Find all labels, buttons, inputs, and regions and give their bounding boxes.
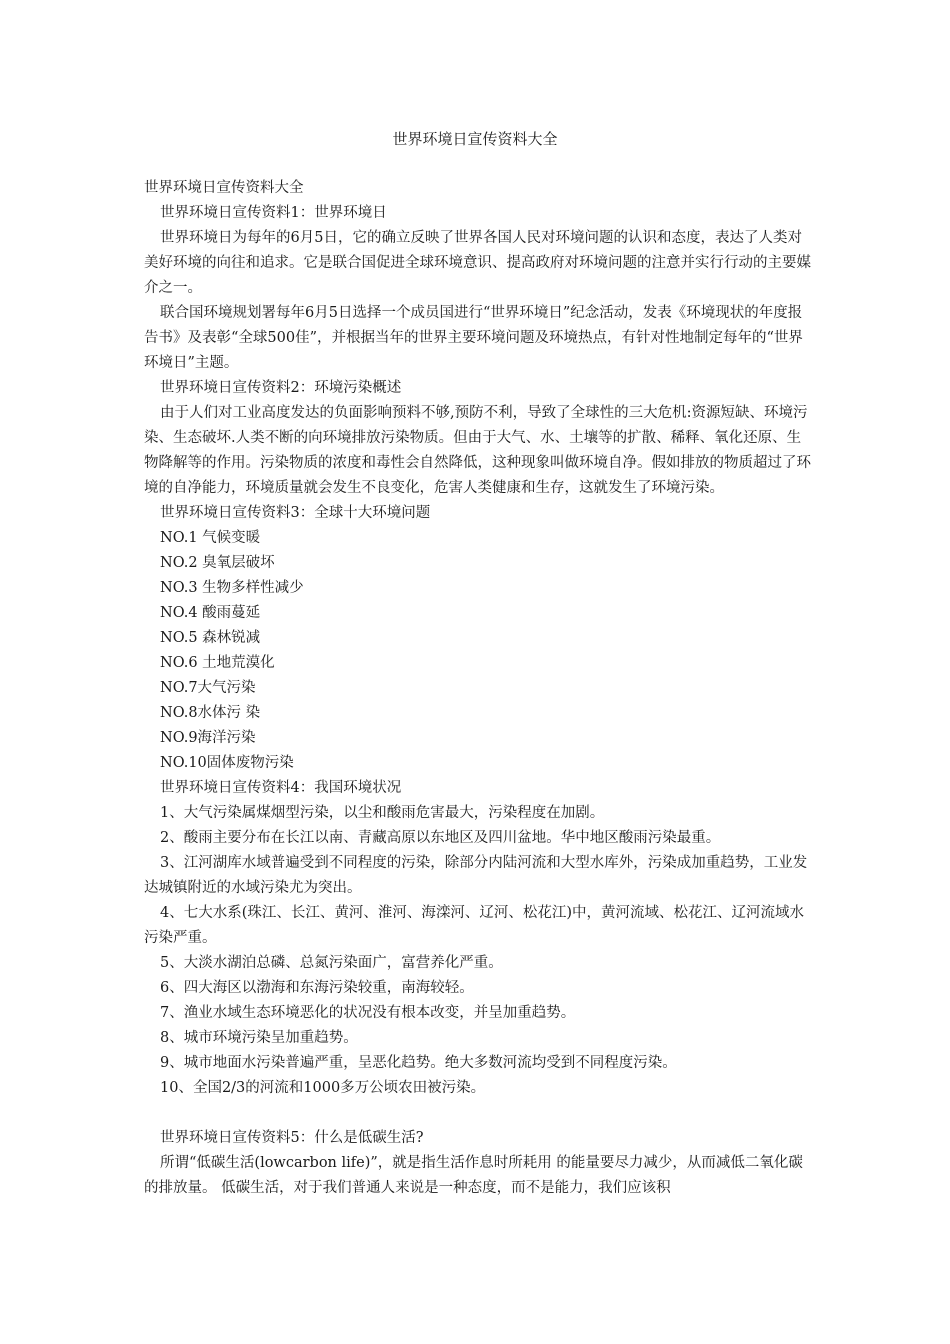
- paragraph: NO.9海洋污染: [160, 730, 256, 746]
- paragraph: NO.7大气污染: [160, 680, 256, 696]
- paragraph: 世界环境日宣传资料4：我国环境状况: [160, 780, 402, 796]
- paragraph: NO.4 酸雨蔓延: [160, 605, 261, 621]
- paragraph: NO.2 臭氧层破坏: [160, 555, 275, 571]
- paragraph: 9、城市地面水污染普遍严重，呈恶化趋势。绝大多数河流均受到不同程度污染。: [160, 1055, 677, 1071]
- document-title: 世界环境日宣传资料大全: [392, 130, 558, 148]
- paragraph: 由于人们对工业高度发达的负面影响预料不够,预防不利，导致了全球性的三大危机:资源短缺、环境污染、生态破坏.人类不断的向环境排放污染物质。但由于大气、水、土壤等的扩散、稀释、氧化还原、生物降解等的作用。污染物质的浓度和毒性会自然降低，这种现象叫做环境自净。假如排放的物质超过了环境的自净能力，环境质量就会发生不良变化，危害人类健康和生存，这就发生了环境污染。: [144, 405, 811, 496]
- paragraph: NO.6 土地荒漠化: [160, 655, 275, 671]
- document-body: [144, 176, 812, 1201]
- paragraph: 所谓“低碳生活(lowcarbon life)”，就是指生活作息时所耗用 的能量要尽力减少，从而减低二氧化碳的排放量。 低碳生活，对于我们普通人来说是一种态度，而不是能力，我们应该积: [144, 1155, 803, 1196]
- paragraph: 6、四大海区以渤海和东海污染较重，南海较轻。: [160, 980, 474, 996]
- paragraph: 5、大淡水湖泊总磷、总氮污染面广，富营养化严重。: [160, 955, 503, 971]
- paragraph: 世界环境日宣传资料2：环境污染概述: [160, 380, 402, 396]
- paragraph: 1、大气污染属煤烟型污染，以尘和酸雨危害最大，污染程度在加剧。: [160, 805, 605, 821]
- paragraph: NO.8水体污 染: [160, 705, 261, 721]
- paragraph: 10、全国2/3的河流和1000多万公顷农田被污染。: [160, 1080, 486, 1096]
- paragraph: 联合国环境规划署每年6月5日选择一个成员国进行“世界环境日”纪念活动，发表《环境现状的年度报告书》及表彰“全球500佳”，并根据当年的世界主要环境问题及环境热点，有针对性地制定每年的“世界环境日”主题。: [144, 305, 803, 371]
- paragraph: NO.10固体废物污染: [160, 755, 294, 771]
- paragraph: NO.3 生物多样性减少: [160, 580, 304, 596]
- paragraph: 4、七大水系(珠江、长江、黄河、淮河、海滦河、辽河、松花江)中，黄河流域、松花江、辽河流域水污染严重。: [144, 905, 805, 946]
- paragraph: NO.5 森林锐减: [160, 630, 261, 646]
- paragraph: 7、渔业水域生态环境恶化的状况没有根本改变，并呈加重趋势。: [160, 1005, 576, 1021]
- paragraph: 世界环境日宣传资料1：世界环境日: [160, 205, 387, 221]
- paragraph: 世界环境日宣传资料5：什么是低碳生活?: [160, 1130, 424, 1146]
- paragraph: 世界环境日为每年的6月5日，它的确立反映了世界各国人民对环境问题的认识和态度，表达了人类对美好环境的向往和追求。它是联合国促进全球环境意识、提高政府对环境问题的注意并实行行动的主要媒介之一。: [144, 230, 811, 296]
- paragraph: 世界环境日宣传资料大全: [144, 180, 304, 196]
- paragraph: NO.1 气候变暖: [160, 530, 261, 546]
- paragraph: 3、江河湖库水域普遍受到不同程度的污染，除部分内陆河流和大型水库外，污染成加重趋势，工业发达城镇附近的水域污染尤为突出。: [144, 855, 808, 896]
- paragraph: 2、酸雨主要分布在长江以南、青藏高原以东地区及四川盆地。华中地区酸雨污染最重。: [160, 830, 721, 846]
- blank-line: [144, 1101, 812, 1126]
- paragraph: 世界环境日宣传资料3：全球十大环境问题: [160, 505, 431, 521]
- paragraph: 8、城市环境污染呈加重趋势。: [160, 1030, 358, 1046]
